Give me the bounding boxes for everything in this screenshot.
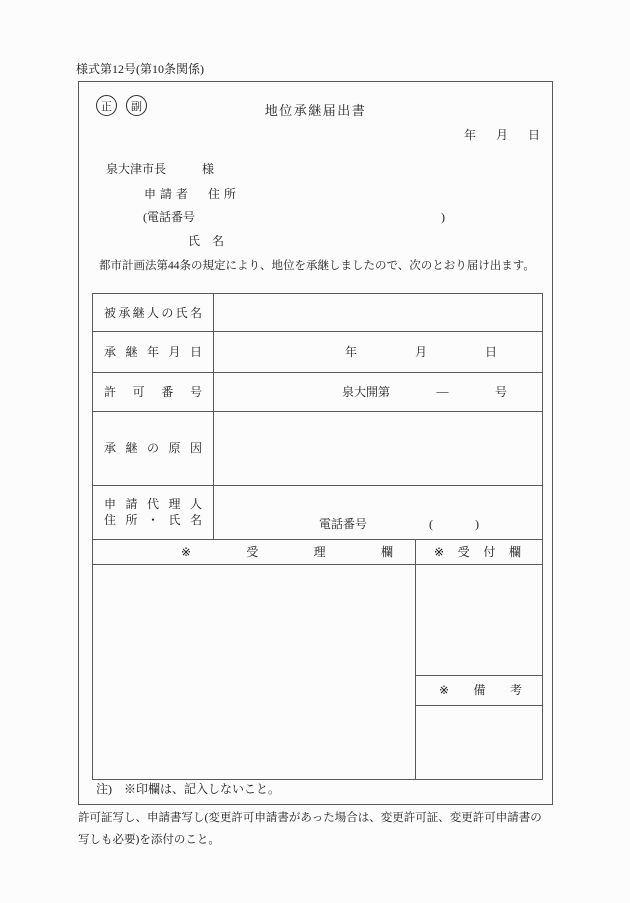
permit-suffix: 号 xyxy=(494,385,507,399)
acceptance-header-cell xyxy=(93,539,415,564)
applicant-name-label: 氏 名 xyxy=(188,234,225,248)
table-line xyxy=(93,564,542,565)
phone-number-close-paren: ) xyxy=(441,210,445,224)
applicant-address-label: 申 請 者 住 所 xyxy=(144,187,236,201)
addressee-name: 泉大津市長 xyxy=(106,162,167,176)
stamp-copy-seal: 副 xyxy=(126,95,147,116)
stamp-original-seal: 正 xyxy=(96,95,117,116)
remarks-header: ※ 備 考 xyxy=(439,683,522,697)
reception-header: ※ 受 付 欄 xyxy=(434,544,521,559)
form-table xyxy=(92,293,543,780)
agent-cell xyxy=(93,485,213,539)
predecessor-name-label: 被 承 継 人 の 氏 名 xyxy=(104,305,202,320)
declaration-text: 都市計画法第44条の規定により、地位を承継しましたので、次のとおり届け出ます。 xyxy=(99,260,535,272)
date-placeholder: 年 月 日 xyxy=(464,128,540,142)
succession-date-cell xyxy=(93,331,213,372)
succession-cause-cell xyxy=(93,411,213,485)
remarks-header-cell xyxy=(415,675,542,705)
fill-instruction-note: 注) ※印欄は、記入しないこと。 xyxy=(96,782,280,796)
table-line xyxy=(415,705,542,706)
predecessor-name-cell xyxy=(93,294,213,331)
succession-date-value: 年 月 日 xyxy=(345,345,497,359)
reception-header-cell xyxy=(415,539,542,564)
form-number: 様式第12号(第10条関係) xyxy=(76,62,204,76)
permit-number-value xyxy=(342,372,507,411)
permit-number-cell xyxy=(93,372,213,411)
succession-cause-label: 承 継 の 原 因 xyxy=(104,441,202,455)
form-title: 地位承継届出書 xyxy=(264,103,367,118)
acceptance-header: ※ 受 理 欄 xyxy=(181,544,393,559)
addressee-line xyxy=(106,162,214,177)
attachment-note-line2: 写しも必要)を添付のこと。 xyxy=(78,834,220,846)
agent-phone-close-paren: ) xyxy=(475,517,479,531)
permit-prefix: 泉大開第 xyxy=(342,385,391,399)
permit-dash: ― xyxy=(436,384,449,398)
succession-date-label: 承 継 年 月 日 xyxy=(104,344,202,359)
agent-label-line2: 住 所 ・ 氏 名 xyxy=(104,513,202,527)
addressee-honorific: 様 xyxy=(202,162,215,176)
attachment-note-line1: 許可証写し、申請書写し(変更許可申請書があった場合は、変更許可証、変更許可申請書の xyxy=(78,812,542,824)
attachment-note xyxy=(78,807,560,851)
agent-phone-label: 電話番号 xyxy=(319,517,368,531)
phone-number-label: (電話番号 xyxy=(143,210,195,224)
agent-label-line1: 申 請 代 理 人 xyxy=(104,497,202,511)
agent-phone-cell xyxy=(213,485,542,539)
form-border-box xyxy=(78,81,553,805)
agent-phone-open-paren: ( xyxy=(429,517,433,531)
permit-number-label: 許 可 番 号 xyxy=(104,384,202,399)
table-line xyxy=(415,539,416,779)
